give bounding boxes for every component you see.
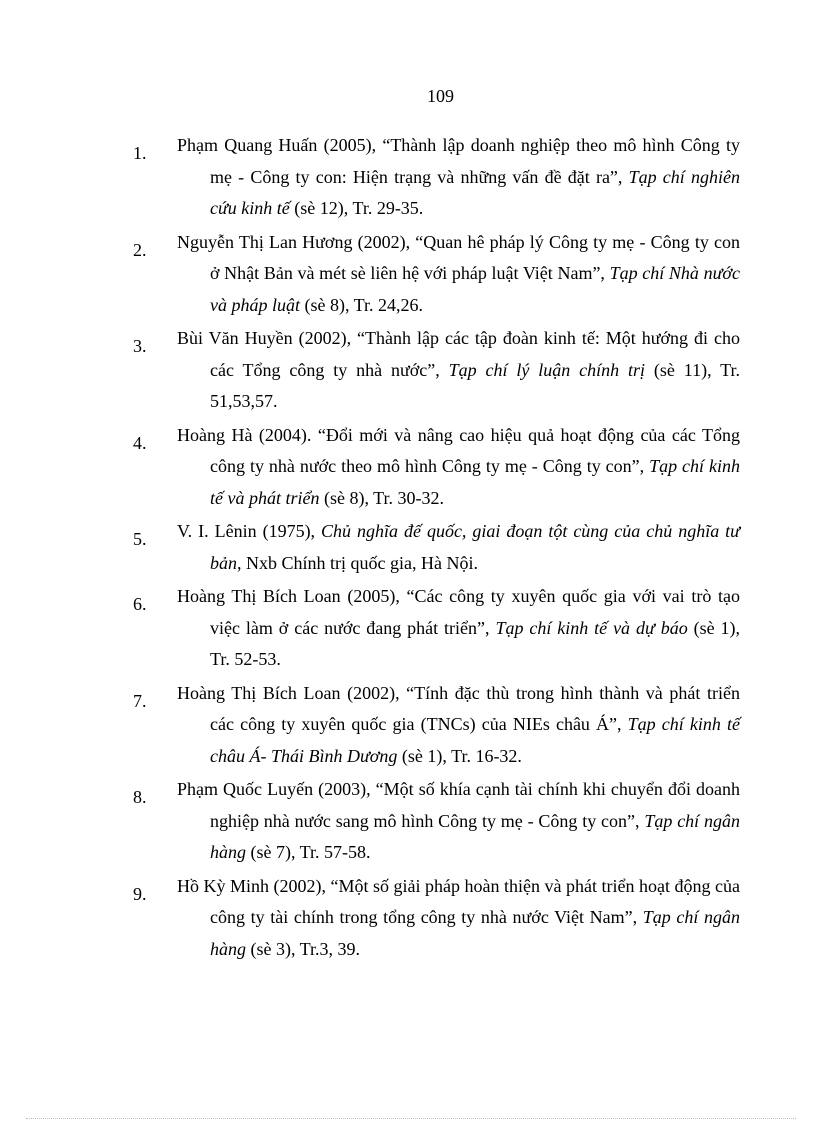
reference-lead: Hoàng Thị Bích Loan (2002), “Tính đặc thù trong hình thành và phát triển các công ty xuyên quốc gia (TNCs) của NIEs châu Á”, bbox=[177, 682, 740, 734]
page-number: 109 bbox=[427, 86, 454, 106]
reference-text bbox=[177, 130, 740, 225]
reference-journal: Tạp chí nghiên cứu kinh tế bbox=[210, 166, 740, 218]
reference-text bbox=[177, 678, 741, 773]
reference-text bbox=[177, 227, 740, 322]
reference-lead: Hoàng Hà (2004). “Đổi mới và nâng cao hiệu quả hoạt động của các Tổng công ty nhà nước theo mô hình Công ty mẹ - Công ty con”, bbox=[177, 424, 740, 476]
reference-list bbox=[0, 130, 816, 967]
reference-journal: Tạp chí kinh tế và dự báo bbox=[495, 617, 688, 638]
reference-lead: V. I. Lênin (1975), bbox=[177, 521, 322, 541]
reference-number: 3. bbox=[133, 336, 147, 356]
page-bottom-rule bbox=[26, 1118, 796, 1119]
reference-number: 6. bbox=[133, 594, 147, 614]
reference-journal: Tạp chí ngân hàng bbox=[210, 907, 740, 959]
reference-item bbox=[0, 323, 816, 418]
reference-journal: Tạp chí kinh tế và phát triển bbox=[210, 456, 740, 508]
reference-text bbox=[177, 516, 740, 579]
reference-book-title: Chủ nghĩa đế quốc, giai đoạn tột cùng của chủ nghĩa tư bản bbox=[210, 521, 740, 573]
reference-journal: Tạp chí ngân hàng bbox=[210, 810, 740, 862]
reference-lead: Phạm Quốc Luyến (2003), “Một số khía cạnh tài chính khi chuyển đổi doanh nghiệp nhà nước sang mô hình Công ty mẹ - Công ty con”, bbox=[177, 779, 740, 831]
reference-lead: Bùi Văn Huyền (2002), “Thành lập các tập đoàn kinh tế: Một hướng đi cho các Tổng công ty nhà nước”, bbox=[177, 328, 740, 380]
reference-journal: Tạp chí Nhà nước và pháp luật bbox=[210, 263, 740, 315]
reference-item bbox=[0, 678, 816, 773]
reference-tail: (sè 12), Tr. 29-35. bbox=[289, 198, 424, 218]
reference-lead: Hoàng Thị Bích Loan (2005), “Các công ty xuyên quốc gia với vai trò tạo việc làm ở các nước đang phát triển”, bbox=[177, 586, 740, 638]
reference-text bbox=[177, 323, 740, 418]
reference-number: 9. bbox=[133, 883, 147, 904]
reference-lead: Hồ Kỳ Minh (2002), “Một số giải pháp hoàn thiện và phát triển hoạt động của công ty tài chính trong tổng công ty nhà nước Việt Nam”, bbox=[177, 875, 740, 927]
reference-tail: (sè 8), Tr. 30-32. bbox=[319, 487, 444, 508]
reference-item bbox=[0, 130, 816, 225]
reference-item bbox=[0, 871, 816, 966]
reference-lead: Nguyễn Thị Lan Hương (2002), “Quan hê pháp lý Công ty mẹ - Công ty con ở Nhật Bản và mét sè liên hệ với pháp luật Việt Nam”, bbox=[177, 231, 740, 283]
reference-item bbox=[0, 227, 816, 322]
reference-text bbox=[177, 774, 740, 869]
reference-journal: Tạp chí kinh tế châu Á- Thái Bình Dương bbox=[210, 714, 741, 766]
reference-number: 2. bbox=[133, 239, 147, 260]
reference-number: 7. bbox=[133, 690, 147, 711]
reference-number: 4. bbox=[133, 432, 147, 453]
reference-item bbox=[0, 420, 816, 515]
reference-tail: (sè 1), Tr. 16-32. bbox=[397, 745, 522, 766]
reference-journal: Tạp chí lý luận chính trị bbox=[448, 359, 646, 380]
reference-text bbox=[177, 871, 740, 966]
reference-number: 1. bbox=[133, 143, 147, 163]
reference-tail: (sè 1), Tr. 52-53. bbox=[210, 617, 741, 669]
reference-lead: Phạm Quang Huấn (2005), “Thành lập doanh nghiệp theo mô hình Công ty mẹ - Công ty con: Hiện trạng và những vấn đề đặt ra”, bbox=[177, 135, 740, 187]
reference-tail: (sè 11), Tr. 51,53,57. bbox=[210, 359, 740, 411]
reference-tail: (sè 7), Tr. 57-58. bbox=[246, 842, 371, 862]
reference-tail: (sè 8), Tr. 24,26. bbox=[300, 294, 424, 315]
reference-item bbox=[0, 774, 816, 869]
reference-text bbox=[177, 581, 741, 676]
reference-item bbox=[0, 516, 816, 579]
reference-number: 8. bbox=[133, 787, 147, 807]
reference-tail: , Nxb Chính trị quốc gia, Hà Nội. bbox=[237, 552, 478, 573]
reference-text bbox=[177, 420, 740, 515]
reference-number: 5. bbox=[133, 529, 147, 549]
reference-item bbox=[0, 581, 816, 676]
reference-tail: (sè 3), Tr.3, 39. bbox=[246, 938, 361, 959]
